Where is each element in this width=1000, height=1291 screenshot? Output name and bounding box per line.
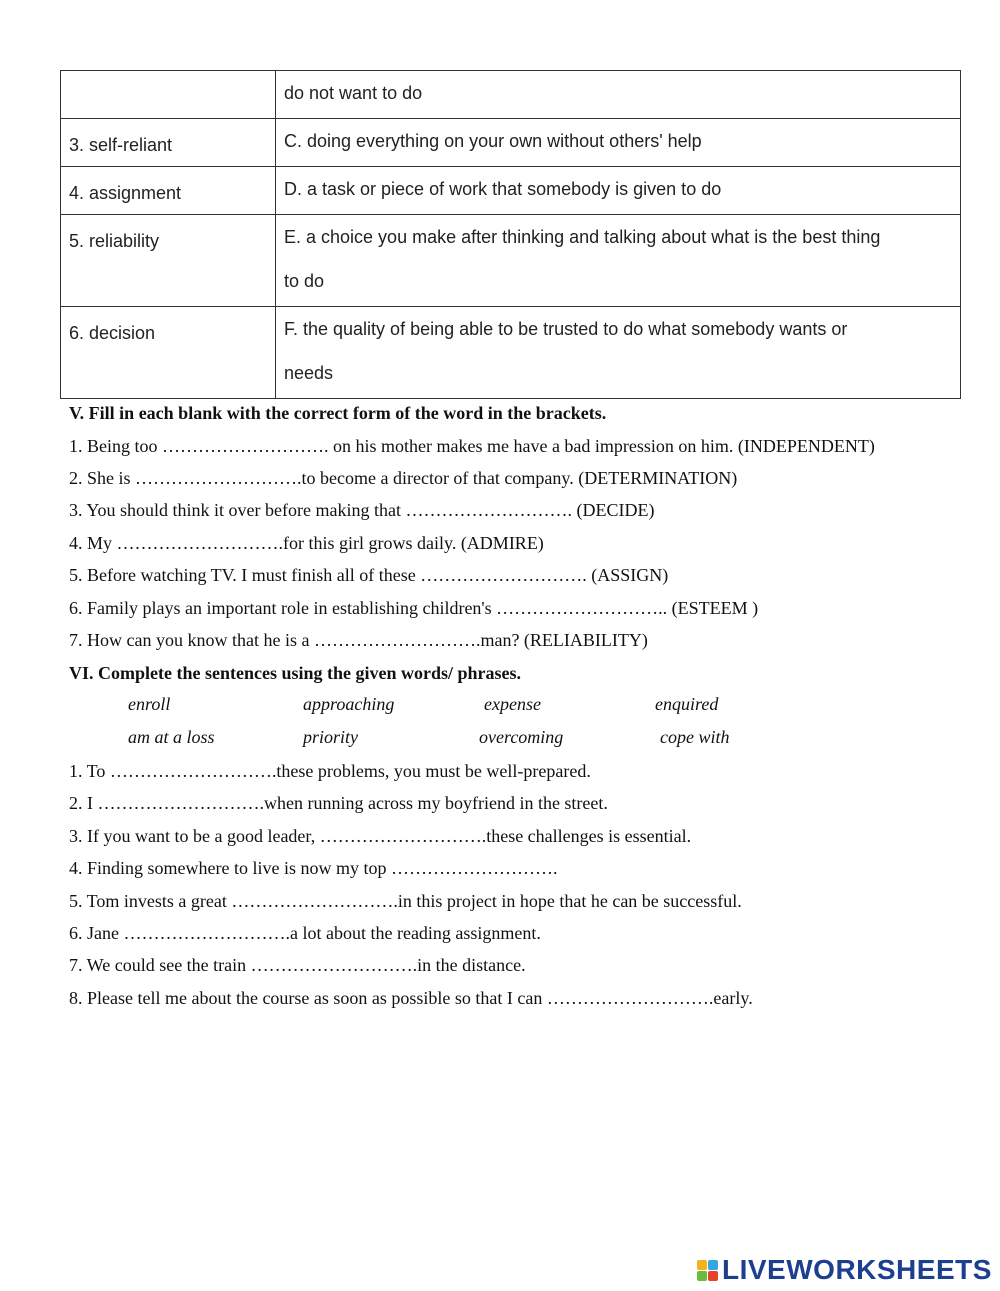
exercise-item: 4. Finding somewhere to live is now my top ……………………….: [69, 858, 558, 878]
exercise-item: 4. My ……………………….for this girl grows daily. (ADMIRE): [69, 533, 544, 553]
word-bank-item: enquired: [655, 694, 719, 714]
term-cell: [61, 71, 276, 119]
word-bank-item: priority: [303, 727, 359, 747]
logo-square: [697, 1260, 707, 1270]
exercise-item: 3. If you want to be a good leader, ……………………….these challenges is essential.: [69, 826, 692, 846]
term-cell: 3. self-reliant: [61, 119, 276, 167]
logo-icon: [697, 1260, 718, 1281]
logo-square: [708, 1260, 718, 1270]
definition-cell: do not want to do: [276, 71, 961, 119]
table-row: [61, 71, 961, 119]
word-bank-item: cope with: [660, 727, 730, 747]
definition-cell: C. doing everything on your own without others' help: [276, 119, 961, 167]
exercise-item: 1. To ……………………….these problems, you must be well-prepared.: [69, 761, 591, 781]
word-bank-item: expense: [484, 694, 541, 714]
logo-square: [697, 1271, 707, 1281]
exercise-item: 5. Before watching TV. I must finish all of these ………………………. (ASSIGN): [69, 565, 669, 585]
liveworksheets-logo[interactable]: [697, 1254, 992, 1286]
exercise-item: 2. I ……………………….when running across my boyfriend in the street.: [69, 793, 608, 813]
word-bank-item: approaching: [303, 694, 395, 714]
vocabulary-matching-table: [60, 70, 961, 399]
logo-text: LIVEWORKSHEETS: [722, 1254, 992, 1285]
definition-cell: F. the quality of being able to be trusted to do what somebody wants or needs: [276, 307, 961, 399]
exercise-item: 2. She is ……………………….to become a director of that company. (DETERMINATION): [69, 468, 738, 488]
exercise-item: 6. Jane ……………………….a lot about the reading assignment.: [69, 923, 541, 943]
exercise-item: 8. Please tell me about the course as soon as possible so that I can ……………………….early.: [69, 988, 753, 1008]
exercise-item: 1. Being too ………………………. on his mother makes me have a bad impression on him. (INDEPENDENT): [69, 436, 875, 456]
word-bank-item: overcoming: [479, 727, 564, 747]
logo-square: [708, 1271, 718, 1281]
section-6-heading: VI. Complete the sentences using the given words/ phrases.: [69, 663, 521, 683]
word-bank-item: am at a loss: [128, 727, 215, 747]
definition-cell: E. a choice you make after thinking and talking about what is the best thing to do: [276, 215, 961, 307]
definition-cell: D. a task or piece of work that somebody is given to do: [276, 167, 961, 215]
exercise-item: 3. You should think it over before making that ………………………. (DECIDE): [69, 500, 655, 520]
word-bank-item: enroll: [128, 694, 171, 714]
table-row: [61, 215, 961, 307]
exercise-item: 7. We could see the train ……………………….in the distance.: [69, 955, 526, 975]
exercise-item: 7. How can you know that he is a ……………………….man? (RELIABILITY): [69, 630, 648, 650]
term-cell: 5. reliability: [61, 215, 276, 307]
exercise-item: 6. Family plays an important role in establishing children's ……………………….. (ESTEEM ): [69, 598, 759, 618]
section-5-heading: V. Fill in each blank with the correct form of the word in the brackets.: [69, 403, 607, 423]
term-cell: 4. assignment: [61, 167, 276, 215]
table-row: [61, 307, 961, 399]
term-cell: 6. decision: [61, 307, 276, 399]
table-row: [61, 119, 961, 167]
table-row: [61, 167, 961, 215]
exercise-item: 5. Tom invests a great ……………………….in this project in hope that he can be successful.: [69, 891, 742, 911]
